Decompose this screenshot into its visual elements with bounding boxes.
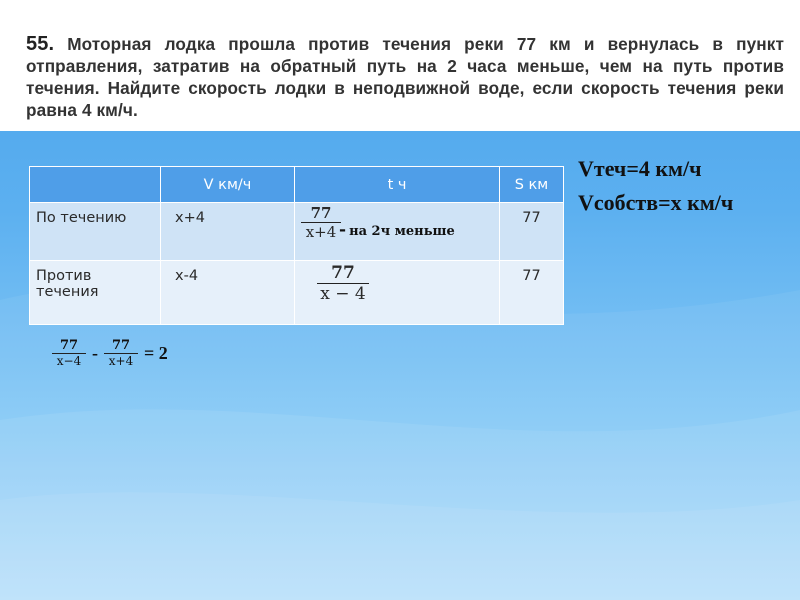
solution-table (29, 166, 564, 325)
table-header-row (30, 167, 564, 203)
row1-time (295, 203, 500, 261)
row1-note-text: на 2ч меньше (349, 224, 455, 239)
equation-rhs: = 2 (144, 342, 168, 363)
row2-label: Против течения (30, 261, 161, 325)
equation-f2-denominator: x+4 (108, 354, 134, 368)
equation-f1-denominator: x−4 (56, 354, 82, 368)
row1-minus-sign: - (339, 220, 347, 240)
equation-fraction-2 (104, 338, 138, 368)
row1-time-numerator: 77 (301, 204, 341, 223)
row2-time-numerator: 77 (317, 263, 369, 284)
equation-minus: - (92, 342, 98, 363)
row2-speed: x-4 (161, 261, 295, 325)
header-speed: V км/ч (161, 167, 295, 203)
table-row-downstream (30, 203, 564, 261)
row1-distance: 77 (500, 203, 564, 261)
row1-speed: x+4 (161, 203, 295, 261)
header-distance: S км (500, 167, 564, 203)
row1-label: По течению (30, 203, 161, 261)
row2-time-denominator: x − 4 (320, 284, 366, 304)
header-empty (30, 167, 161, 203)
table-row-upstream (30, 261, 564, 325)
row1-time-denominator: x+4 (305, 223, 337, 241)
row1-time-note (339, 220, 455, 240)
row1-time-fraction (301, 204, 341, 241)
problem-number: 55. (26, 33, 55, 55)
row2-time (295, 261, 500, 325)
problem-text: Моторная лодка прошла против течения реки 77 км и вернулась в пункт отправления, затратив на обратный путь на 2 часа меньше, чем на путь против течения. Найдите скорость лодки в неподвижной воде, если скорость течения реки равна 4 км/ч. (26, 34, 784, 120)
row2-distance: 77 (500, 261, 564, 325)
current-speed-note: Vтеч=4 км/ч (578, 156, 702, 181)
equation (52, 338, 174, 368)
equation-fraction-1 (52, 338, 86, 368)
equation-f1-numerator: 77 (52, 338, 86, 354)
own-speed-note: Vсобств=x км/ч (578, 190, 734, 215)
equation-f2-numerator: 77 (104, 338, 138, 354)
row2-time-fraction (317, 263, 369, 304)
problem-text-block (26, 33, 784, 121)
header-time: t ч (295, 167, 500, 203)
problem-statement (0, 0, 800, 131)
